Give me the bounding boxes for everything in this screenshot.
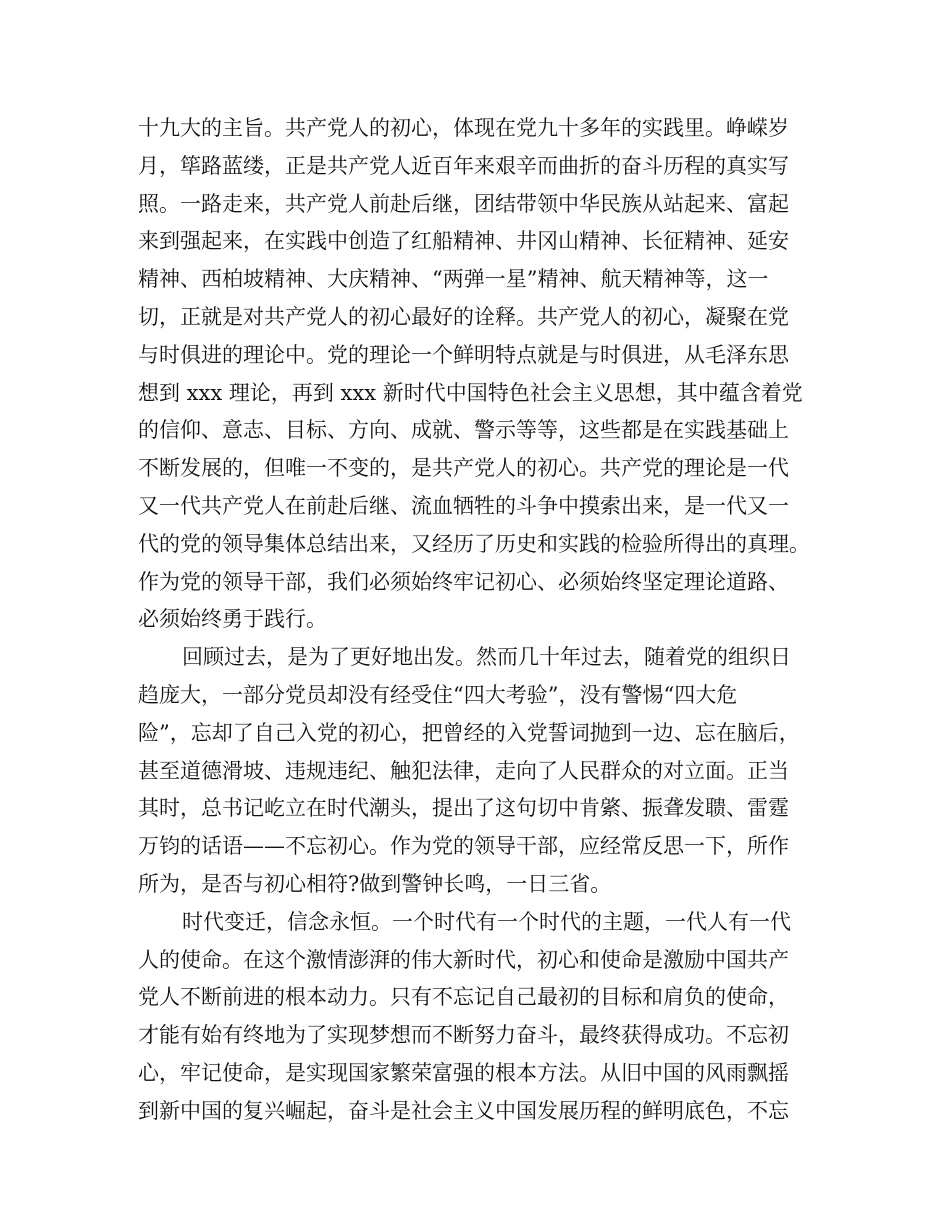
text-line: 心，牢记使命，是实现国家繁荣富强的根本方法。从旧中国的风雨飘摇 bbox=[138, 1060, 789, 1085]
text-line: 必须始终勇于践行。 bbox=[138, 607, 327, 632]
text-line: 来到强起来，在实践中创造了红船精神、井冈山精神、长征精神、延安 bbox=[138, 229, 789, 254]
text-line: 月，筚路蓝缕，正是共产党人近百年来艰辛而曲折的奋斗历程的真实写 bbox=[138, 153, 789, 178]
paragraph-first-line: 回顾过去，是为了更好地出发。然而几十年过去，随着党的组织日 bbox=[182, 645, 791, 670]
text-line: 作为党的领导干部，我们必须始终牢记初心、必须始终坚定理论道路、 bbox=[138, 569, 789, 594]
text-line: 精神、西柏坡精神、大庆精神、“两弹一星”精神、航天精神等，这一 bbox=[138, 267, 769, 292]
text-line: 万钧的话语——不忘初心。作为党的领导干部，应经常反思一下，所作 bbox=[138, 834, 789, 859]
text-line: 的信仰、意志、目标、方向、成就、警示等等，这些都是在实践基础上 bbox=[138, 418, 789, 443]
text-line: 所为，是否与初心相符?做到警钟长鸣，一日三省。 bbox=[138, 871, 612, 896]
paragraph-first-line: 时代变迁，信念永恒。一个时代有一个时代的主题，一代人有一代 bbox=[182, 909, 791, 934]
text-line: 又一代共产党人在前赴后继、流血牺牲的斗争中摸索出来，是一代又一 bbox=[138, 493, 789, 518]
text-line: 其时，总书记屹立在时代潮头，提出了这句切中肯綮、振聋发聩、雷霆 bbox=[138, 796, 789, 821]
text-line: 照。一路走来，共产党人前赴后继，团结带领中华民族从站起来、富起 bbox=[138, 191, 789, 216]
text-line: 才能有始有终地为了实现梦想而不断努力奋斗，最终获得成功。不忘初 bbox=[138, 1023, 789, 1048]
document-body-text bbox=[138, 110, 828, 1131]
text-line: 不断发展的，但唯一不变的，是共产党人的初心。共产党的理论是一代 bbox=[138, 456, 789, 481]
text-line: 党人不断前进的根本动力。只有不忘记自己最初的目标和肩负的使命， bbox=[138, 985, 789, 1010]
text-line: 代的党的领导集体总结出来，又经历了历史和实践的检验所得出的真理。 bbox=[138, 531, 810, 556]
text-line: 人的使命。在这个激情澎湃的伟大新时代，初心和使命是激励中国共产 bbox=[138, 947, 789, 972]
text-line: 与时俱进的理论中。党的理论一个鲜明特点就是与时俱进，从毛泽东思 bbox=[138, 342, 789, 367]
text-line: 切，正就是对共产党人的初心最好的诠释。共产党人的初心，凝聚在党 bbox=[138, 304, 789, 329]
text-line: 趋庞大，一部分党员却没有经受住“四大考验”，没有警惕“四大危 bbox=[138, 682, 738, 707]
text-line: 甚至道德滑坡、违规违纪、触犯法律，走向了人民群众的对立面。正当 bbox=[138, 758, 789, 783]
text-line: 险”，忘却了自己入党的初心，把曾经的入党誓词抛到一边、忘在脑后， bbox=[138, 720, 800, 745]
text-line: 想到 xxx 理论，再到 xxx 新时代中国特色社会主义思想，其中蕴含着党 bbox=[138, 380, 803, 405]
text-line: 十九大的主旨。共产党人的初心，体现在党九十多年的实践里。峥嵘岁 bbox=[138, 116, 789, 140]
text-line: 到新中国的复兴崛起，奋斗是社会主义中国发展历程的鲜明底色，不忘 bbox=[138, 1098, 789, 1123]
